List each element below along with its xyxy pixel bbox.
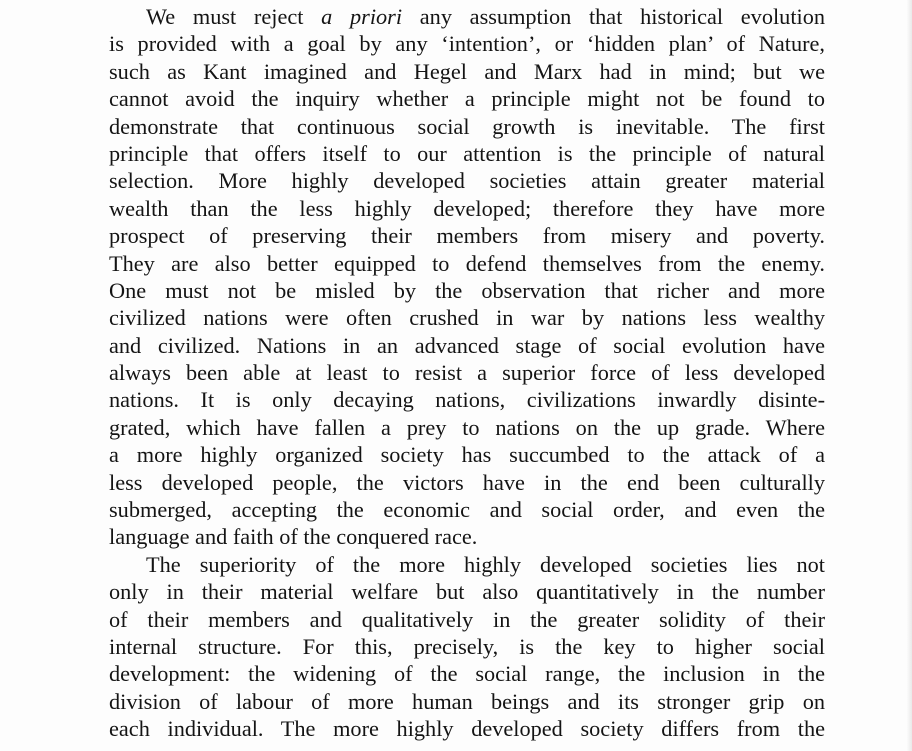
text-line: development: the widening of the social range, the inclusion in the — [109, 661, 825, 687]
text-line: nations. It is only decaying nations, civilizations inwardly disinte- — [109, 387, 825, 413]
text-line: We must reject a priori any assumption that historical evolution — [146, 4, 826, 29]
text-line: The superiority of the more highly developed societies lies not — [146, 551, 825, 577]
text-line: wealth than the less highly developed; therefore they have more — [109, 195, 825, 221]
text-line: They are also better equipped to defend themselves from the enemy. — [109, 250, 825, 276]
text-line: principle that offers itself to our attention is the principle of natural — [109, 140, 825, 166]
page-edge-shadow — [906, 0, 912, 751]
text-line: division of labour of more human beings and its stronger grip on — [109, 688, 825, 714]
text-line: prospect of preserving their members from misery and poverty. — [109, 223, 825, 249]
text-line: One must not be misled by the observation that richer and more — [109, 277, 825, 303]
text-line: and civilized. Nations in an advanced stage of social evolution have — [109, 332, 825, 358]
text-line: demonstrate that continuous social growth is inevitable. The first — [109, 113, 825, 139]
text-line: a more highly organized society has succumbed to the attack of a — [109, 442, 825, 468]
text-line: less developed people, the victors have in the end been culturally — [109, 469, 825, 495]
paragraph-2 — [109, 551, 825, 743]
paragraph-1 — [109, 3, 825, 551]
text-line: selection. More highly developed societies attain greater material — [109, 168, 825, 194]
text-line: internal structure. For this, precisely, is the key to higher social — [109, 633, 825, 659]
text-line: cannot avoid the inquiry whether a principle might not be found to — [109, 86, 825, 112]
text-line: language and faith of the conquered race. — [109, 524, 478, 550]
body-text — [109, 3, 825, 743]
text-line: only in their material welfare but also quantitatively in the number — [109, 579, 825, 605]
text-line: such as Kant imagined and Hegel and Marx had in mind; but we — [109, 58, 825, 84]
text-line: is provided with a goal by any ‘intention’, or ‘hidden plan’ of Nature, — [109, 31, 825, 57]
text-line: always been able at least to resist a superior force of less developed — [109, 360, 825, 386]
text-line: grated, which have fallen a prey to nations on the up grade. Where — [109, 414, 825, 440]
text-line: of their members and qualitatively in the greater solidity of their — [109, 606, 825, 632]
text-line: each individual. The more highly developed society differs from the — [109, 716, 825, 742]
text-line: civilized nations were often crushed in war by nations less wealthy — [109, 305, 825, 331]
text-line: submerged, accepting the economic and social order, and even the — [109, 497, 825, 523]
italic-phrase: a priori — [321, 4, 403, 29]
